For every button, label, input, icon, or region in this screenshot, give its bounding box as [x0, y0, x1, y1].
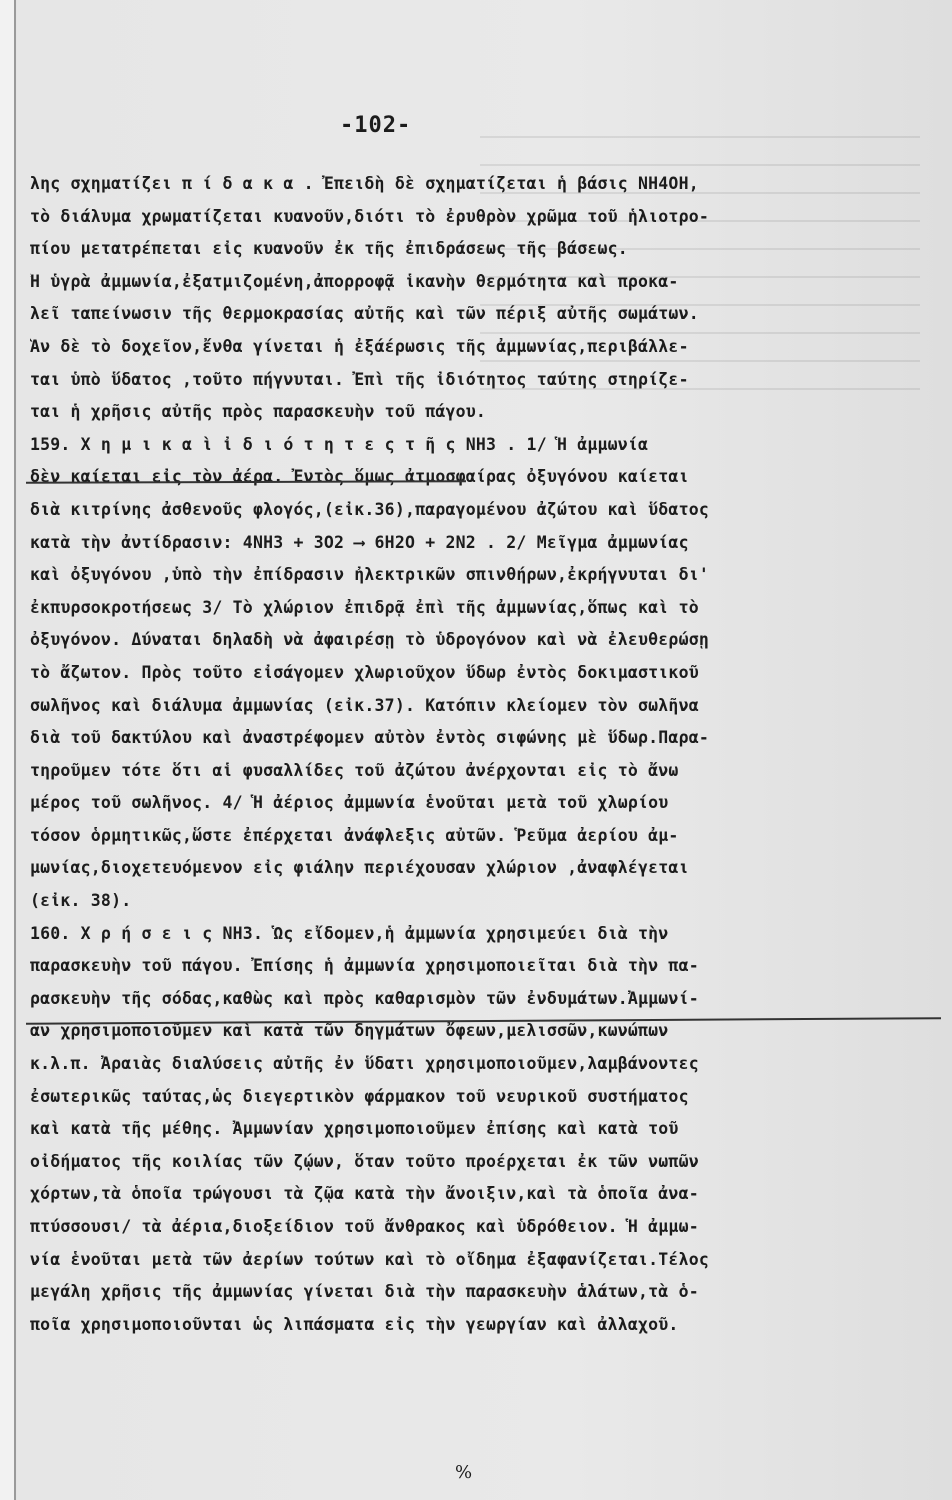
text-line: κ.λ.π. Ἀραιὰς διαλύσεις αὐτῆς ἐν ὕδατι χρησιμοποιοῦμεν,λαμβάνοντες — [30, 1054, 699, 1074]
text-line: 160. Χ ρ ή σ ε ι ς NH3. Ὡς εἴδομεν,ἡ ἀμμωνία χρησιμεύει διὰ τὴν — [30, 923, 669, 943]
text-line: διὰ τοῦ δακτύλου καὶ ἀναστρέφομεν αὐτὸν ἐντὸς σιφώνης μὲ ὕδωρ.Παρα- — [30, 728, 709, 748]
text-line: ρασκευὴν τῆς σόδας,καθὼς καὶ πρὸς καθαρισμὸν τῶν ἐνδυμάτων.Ἀμμωνί- — [30, 988, 699, 1008]
text-line: κατὰ τὴν ἀντίδρασιν: 4NH3 + 3O2 ⟶ 6H2O + 2N2 . 2/ Μεῖγμα ἀμμωνίας — [30, 532, 689, 552]
text-line: Ἡ ὑγρὰ ἀμμωνία,ἐξατμιζομένη,ἀπορροφᾷ ἱκανὴν θερμότητα καὶ προκα- — [30, 271, 679, 291]
text-line: νία ἑνοῦται μετὰ τῶν ἀερίων τούτων καὶ τὸ οἴδημα ἐξαφανίζεται.Τέλος — [30, 1249, 709, 1269]
text-line: τόσον ὁρμητικῶς,ὥστε ἐπέρχεται ἀνάφλεξις αὐτῶν. Ῥεῦμα ἀερίου ἀμ- — [30, 825, 679, 845]
text-line: τὸ διάλυμα χρωματίζεται κυανοῦν,διότι τὸ ἐρυθρὸν χρῶμα τοῦ ἡλιοτρο- — [30, 206, 709, 226]
text-line: καὶ ὀξυγόνου ,ὑπὸ τὴν ἐπίδρασιν ἠλεκτρικῶν σπινθήρων,ἐκρήγνυται δι' — [30, 565, 709, 585]
text-line: μωνίας,διοχετευόμενον εἰς φιάλην περιέχουσαν χλώριον ,ἀναφλέγεται — [30, 858, 689, 878]
text-line: μεγάλη χρῆσις τῆς ἀμμωνίας γίνεται διὰ τὴν παρασκευὴν ἁλάτων,τὰ ὁ- — [30, 1282, 699, 1302]
text-line: δὲν καίεται εἰς τὸν ἀέρα. Ἐντὸς ὅμως ἀτμοσφαίρας ὀξυγόνου καίεται — [30, 467, 689, 487]
body-text — [30, 168, 935, 1341]
text-line: οἰδήματος τῆς κοιλίας τῶν ζῴων, ὅταν τοῦτο προέρχεται ἐκ τῶν νωπῶν — [30, 1151, 699, 1171]
page-number: -102- — [340, 113, 412, 138]
text-line: χόρτων,τὰ ὁποῖα τρώγουσι τὰ ζῷα κατὰ τὴν ἄνοιξιν,καὶ τὰ ὁποῖα ἀνα- — [30, 1184, 699, 1204]
text-line: ὀξυγόνον. Δύναται δηλαδὴ νὰ ἀφαιρέσῃ τὸ ὑδρογόνον καὶ νὰ ἐλευθερώσῃ — [30, 630, 709, 650]
page-binding-edge — [0, 0, 16, 1500]
text-line: (εἰκ. 38). — [30, 891, 132, 911]
text-line: λεῖ ταπείνωσιν τῆς θερμοκρασίας αὐτῆς καὶ τῶν πέριξ αὐτῆς σωμάτων. — [30, 304, 699, 324]
text-line: παρασκευὴν τοῦ πάγου. Ἐπίσης ἡ ἀμμωνία χρησιμοποιεῖται διὰ τὴν πα- — [30, 956, 699, 976]
footer-mark: % — [455, 1462, 473, 1483]
text-line: αν χρησιμοποιοῦμεν καὶ κατὰ τῶν δηγμάτων ὄφεων,μελισσῶν,κωνώπων — [30, 1021, 669, 1041]
text-line: πίου μετατρέπεται εἰς κυανοῦν ἐκ τῆς ἐπιδράσεως τῆς βάσεως. — [30, 239, 628, 259]
text-line: μέρος τοῦ σωλῆνος. 4/ Ἡ ἀέριος ἀμμωνία ἑνοῦται μετὰ τοῦ χλωρίου — [30, 793, 669, 813]
text-line: ἐκπυρσοκροτήσεως 3/ Τὸ χλώριον ἐπιδρᾷ ἐπὶ τῆς ἀμμωνίας,ὅπως καὶ τὸ — [30, 597, 699, 617]
text-line: ποῖα χρησιμοποιοῦνται ὡς λιπάσματα εἰς τὴν γεωργίαν καὶ ἀλλαχοῦ. — [30, 1314, 679, 1334]
text-line: ται ὑπὸ ὕδατος ,τοῦτο πήγνυται. Ἐπὶ τῆς ἰδιότητος ταύτης στηρίζε- — [30, 369, 689, 389]
text-line: Ἂν δὲ τὸ δοχεῖον,ἔνθα γίνεται ἡ ἐξάέρωσις τῆς ἀμμωνίας,περιβάλλε- — [30, 336, 689, 356]
text-line: 159. Χ η μ ι κ α ὶ ἰ δ ι ό τ η τ ε ς τ ῆ ς NH3 . 1/ Ἡ ἀμμωνία — [30, 434, 649, 454]
text-line: πτύσσουσι/ τὰ ἀέρια,διοξείδιον τοῦ ἄνθρακος καὶ ὑδρόθειον. Ἡ ἀμμω- — [30, 1217, 699, 1236]
text-line: τηροῦμεν τότε ὅτι αἱ φυσαλλίδες τοῦ ἀζώτου ἀνέρχονται εἰς τὸ ἄνω — [30, 760, 679, 780]
text-line: σωλῆνος καὶ διάλυμα ἀμμωνίας (εἰκ.37). Κατόπιν κλείομεν τὸν σωλῆνα — [30, 695, 699, 715]
text-line: διὰ κιτρίνης ἀσθενοῦς φλογός,(εἰκ.36),παραγομένου ἀζώτου καὶ ὕδατος — [30, 499, 709, 519]
text-line: λης σχηματίζει π ί δ α κ α . Ἐπειδὴ δὲ σχηματίζεται ἡ βάσις NH4OH, — [30, 174, 699, 193]
text-line: ἐσωτερικῶς ταύτας,ὡς διεγερτικὸν φάρμακον τοῦ νευρικοῦ συστήματος — [30, 1086, 689, 1106]
text-line: τὸ ἄζωτον. Πρὸς τοῦτο εἰσάγομεν χλωριοῦχον ὕδωρ ἐντὸς δοκιμαστικοῦ — [30, 662, 699, 682]
text-line: ται ἡ χρῆσις αὐτῆς πρὸς παρασκευὴν τοῦ πάγου. — [30, 402, 487, 422]
text-line: καὶ κατὰ τῆς μέθης. Ἀμμωνίαν χρησιμοποιοῦμεν ἐπίσης καὶ κατὰ τοῦ — [30, 1119, 679, 1139]
